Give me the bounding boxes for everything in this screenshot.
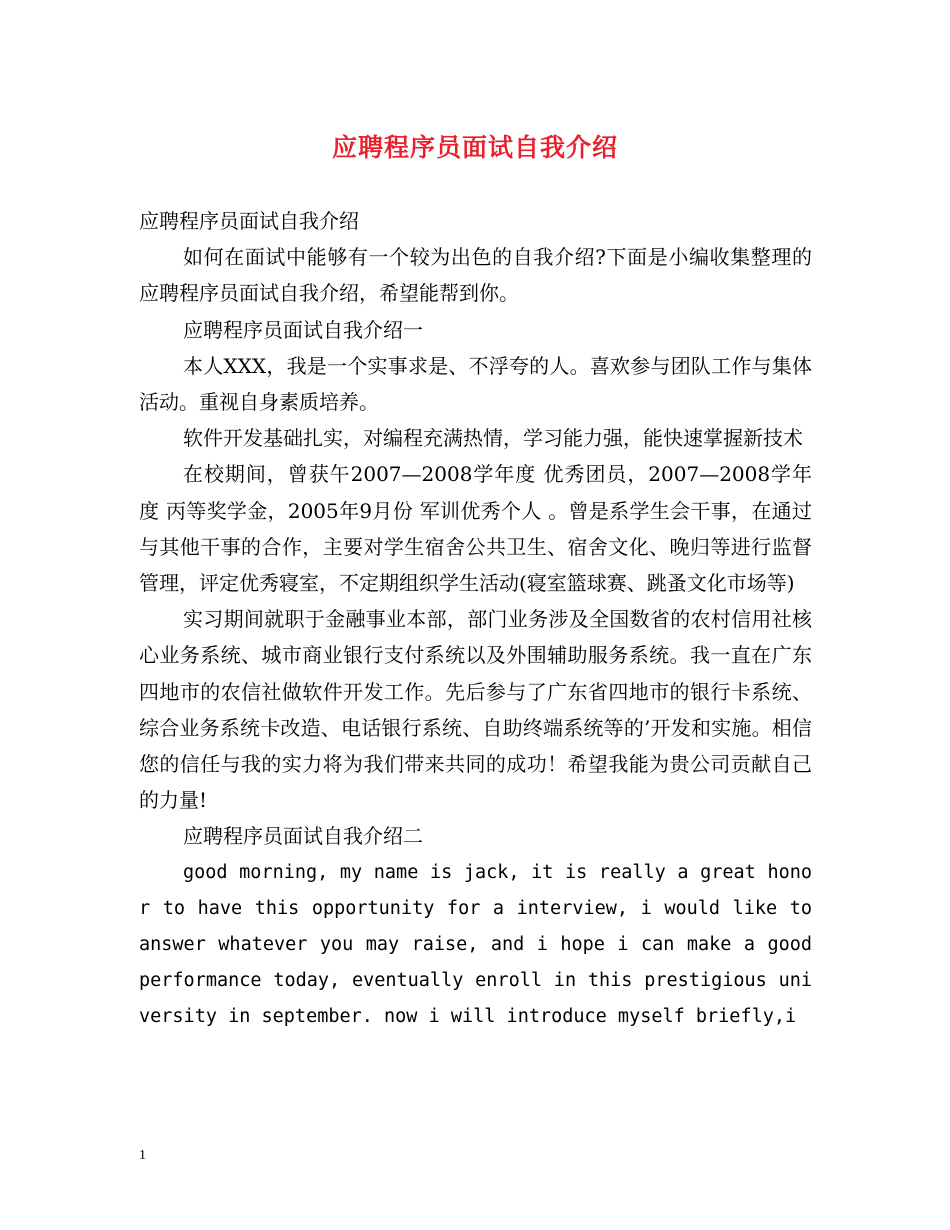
paragraph-skills: 软件开发基础扎实，对编程充满热情，学习能力强，能快速掌握新技术 <box>183 426 803 451</box>
document-heading: 应聘程序员面试自我介绍 <box>139 209 359 233</box>
section-heading-two: 应聘程序员面试自我介绍二 <box>183 824 423 849</box>
page-number: 1 <box>139 1148 146 1163</box>
paragraph-internship: 实习期间就职于金融事业本部，部门业务涉及全国数省的农村信用社核心业务系统、城市商业银行支付系统以及外围辅助服务系统。我一直在广东四地市的农信社做软件开发工作。先后参与了广东省四地市的银行卡系统、综合业务系统卡改造、电话银行系统、自助终端系统等的’开发和实施。相信您的信任与我的实力将为我们带来共同的成功！希望我能为贵公司贡献自己的力量! <box>139 607 812 813</box>
paragraph-personality: 本人XXX，我是一个实事求是、不浮夸的人。喜欢参与团队工作与集体活动。重视自身素质培养。 <box>139 353 812 415</box>
section-heading-one: 应聘程序员面试自我介绍一 <box>183 317 423 342</box>
document-title: 应聘程序员面试自我介绍 <box>331 133 618 162</box>
paragraph-intro: 如何在面试中能够有一个较为出色的自我介绍?下面是小编收集整理的应聘程序员面试自我介绍，希望能帮到你。 <box>139 245 812 306</box>
paragraph-school: 在校期间，曾获午2007—2008学年度 优秀团员，2007—2008学年度 丙等奖学金，2005年9月份 军训优秀个人 。曾是系学生会干事，在通过与其他干事的合作，主要对学生宿舍公共卫生、宿舍文化、晚归等进行监督管理，评定优秀寝室，不定期组织学生活动(寝室篮球赛、跳蚤文化市场等) <box>139 462 812 596</box>
document-body <box>139 203 812 1036</box>
paragraph-english: good morning, my name is jack, it is really a great honor to have this opportunity for a interview, i would like to answer whatever you may raise, and i hope i can make a good performance today, eventually enroll in this prestigious university in september. now i will introduce myself briefly,i <box>139 861 812 1028</box>
